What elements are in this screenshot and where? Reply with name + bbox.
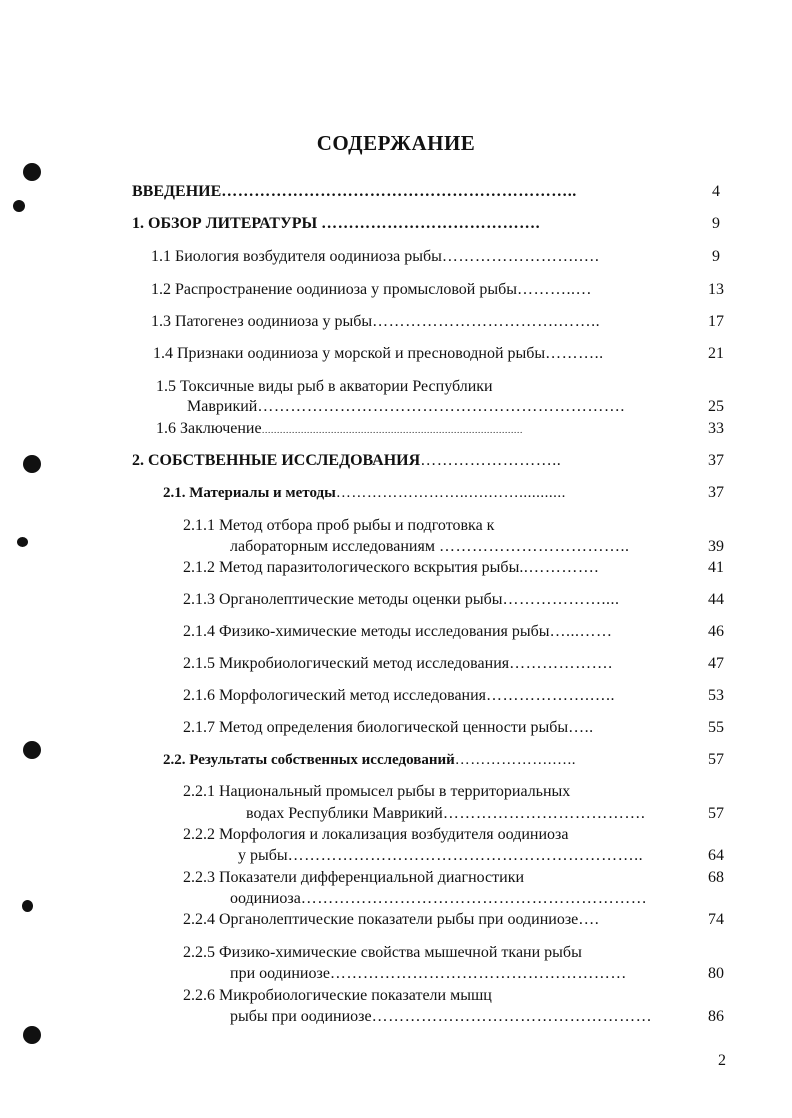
toc-entry-2-2-4 — [183, 910, 599, 930]
toc-page-number: 64 — [708, 847, 724, 864]
toc-entry-2-1-6 — [183, 686, 615, 706]
toc-page-number: 46 — [708, 623, 724, 640]
toc-entry-label: 2.2.6 Микробиологические показатели мышц — [183, 987, 492, 1004]
toc-entry-2-2-3 — [183, 868, 524, 888]
toc-entry-1-3 — [151, 312, 600, 332]
toc-leader-dots: ……………………………………………………….. — [221, 183, 577, 200]
toc-entry-2-1-1 — [183, 516, 494, 536]
toc-entry-2-1 — [163, 483, 566, 503]
toc-leader-dots: …………………………………………………………. — [257, 398, 625, 415]
toc-entry-label: ВВЕДЕНИЕ — [132, 183, 222, 200]
toc-entry-label: 1. ОБЗОР ЛИТЕРАТУРЫ — [132, 215, 322, 232]
toc-leader-dots: ..…………. — [519, 559, 599, 576]
toc-entry-2-2-6 — [183, 986, 492, 1006]
scan-speck-mark — [17, 537, 28, 547]
toc-page-number: 39 — [708, 538, 724, 555]
toc-leader-dots: ……………………………………………… — [329, 965, 627, 982]
toc-leader-dots: ……………….... — [502, 591, 620, 608]
toc-entry-label: оодиниоза — [230, 890, 301, 907]
toc-page-number: 86 — [708, 1008, 724, 1025]
toc-entry-2-1-3 — [183, 590, 620, 610]
toc-page-number: 41 — [708, 559, 724, 576]
toc-entry-2-2-1 — [183, 782, 570, 802]
toc-entry-label: 2.1.3 Органолептические методы оценки рыбы — [183, 591, 503, 608]
toc-entry-label: рыбы при оодиниозе — [230, 1008, 372, 1025]
toc-entry-label: 2. СОБСТВЕННЫЕ ИССЛЕДОВАНИЯ — [132, 452, 421, 469]
toc-page-number: 68 — [708, 869, 724, 886]
toc-leader-dots: …………………….. — [420, 452, 562, 469]
toc-entry-introduction — [132, 182, 577, 202]
toc-page-number: 55 — [708, 719, 724, 736]
toc-entry-label: 2.1.2 Метод паразитологического вскрытия рыбы — [183, 559, 520, 576]
toc-page-number: 33 — [708, 420, 724, 437]
toc-entry-label: 2.2.5 Физико-химические свойства мышечной ткани рыбы — [183, 944, 582, 961]
toc-leader-dots: …………………………….…….. — [372, 313, 601, 330]
toc-page-number: 57 — [708, 805, 724, 822]
page-number: 2 — [718, 1052, 726, 1069]
toc-page-number: 25 — [708, 398, 724, 415]
toc-page-number: 13 — [708, 281, 724, 298]
toc-entry-label: 2.1.4 Физико-химические методы исследования рыбы — [183, 623, 550, 640]
toc-entry-1-6 — [156, 419, 523, 440]
toc-leader-dots: ……………….….. — [486, 687, 616, 704]
toc-entry-2-2-6-cont — [230, 1007, 652, 1027]
toc-entry-label: при оодиниозе — [230, 965, 330, 982]
toc-entry-2-2-2 — [183, 825, 568, 845]
toc-entry-label: 2.2.1 Национальный промысел рыбы в территориальных — [183, 783, 571, 800]
toc-entry-label: 2.1.5 Микробиологический метод исследования — [183, 655, 510, 672]
toc-page-number: 80 — [708, 965, 724, 982]
toc-leader-dots: ……………….….. — [454, 752, 576, 768]
toc-leader-dots: …...…… — [549, 623, 613, 640]
toc-entry-1-5 — [156, 377, 493, 397]
toc-page-number: 21 — [708, 345, 724, 362]
toc-leader-dots: ……………………………………………………….. — [287, 847, 644, 864]
toc-entry-2-2-2-cont — [238, 846, 643, 866]
scan-speck-mark — [22, 900, 33, 912]
toc-page-number: 53 — [708, 687, 724, 704]
toc-entry-2-1-5 — [183, 654, 613, 674]
toc-entry-label: 1.5 Токсичные виды рыб в акватории Республики — [156, 378, 493, 395]
toc-leader-dots: …………………………….. — [438, 538, 630, 555]
toc-entry-label: 1.2 Распространение оодиниоза у промысловой рыбы — [151, 281, 517, 298]
toc-page-number: 44 — [708, 591, 724, 608]
toc-entry-label: водах Республики Маврикий — [246, 805, 443, 822]
toc-entry-2-2 — [163, 750, 576, 770]
toc-entry-section-2 — [132, 451, 561, 471]
toc-leader-dots: …………………………………………………………………………… — [261, 425, 523, 435]
toc-leader-dots: ……………………………………………………… — [300, 890, 648, 907]
toc-leader-dots: ……………………..….……........... — [335, 485, 566, 501]
toc-page-number: 9 — [712, 248, 720, 265]
punch-hole-mark — [23, 163, 41, 181]
toc-page-number: 4 — [712, 183, 720, 200]
toc-leader-dots: ……….. — [545, 345, 604, 362]
toc-leader-dots: ………………………………. — [442, 805, 646, 822]
toc-leader-dots: …………………….…. — [441, 248, 600, 265]
punch-hole-mark — [23, 741, 41, 759]
punch-hole-mark — [23, 455, 41, 473]
toc-entry-2-2-1-cont — [246, 804, 645, 824]
toc-entry-label: 2.1.6 Морфологический метод исследования — [183, 687, 487, 704]
toc-page-number: 47 — [708, 655, 724, 672]
toc-entry-label: 2.2.4 Органолептические показатели рыбы при оодиниозе — [183, 911, 579, 928]
toc-entry-label: 1.1 Биология возбудителя оодиниоза рыбы — [151, 248, 442, 265]
toc-leader-dots: …. — [578, 911, 600, 928]
page-title: СОДЕРЖАНИЕ — [316, 131, 476, 155]
toc-entry-label: 2.1. Материалы и методы — [163, 485, 336, 501]
toc-entry-label: 2.1.7 Метод определения биологической ценности рыбы — [183, 719, 569, 736]
toc-entry-2-2-5-cont — [230, 964, 627, 984]
toc-entry-section-1 — [132, 214, 540, 234]
punch-hole-mark — [23, 1026, 41, 1044]
toc-entry-2-1-2 — [183, 558, 599, 578]
toc-entry-2-1-1-cont — [230, 537, 629, 557]
toc-leader-dots: ….. — [568, 719, 594, 736]
toc-entry-label: 1.4 Признаки оодиниоза у морской и пресноводной рыбы — [153, 345, 546, 362]
toc-page-number: 57 — [708, 751, 724, 768]
toc-entry-2-2-5 — [183, 943, 582, 963]
toc-page-number: 17 — [708, 313, 724, 330]
toc-entry-label: 2.2.3 Показатели дифференциальной диагностики — [183, 869, 525, 886]
toc-entry-label: 2.2.2 Морфология и локализация возбудителя оодиниоза — [183, 826, 569, 843]
toc-entry-label: 1.3 Патогенез оодиниоза у рыбы — [151, 313, 373, 330]
toc-leader-dots: …………………………………………… — [371, 1008, 653, 1025]
toc-page-number: 9 — [712, 215, 720, 232]
toc-page-number: 37 — [708, 452, 724, 469]
toc-leader-dots: …………………………………. — [321, 215, 541, 232]
toc-entry-2-1-7 — [183, 718, 594, 738]
toc-page-number: 74 — [708, 911, 724, 928]
toc-entry-1-5-cont — [187, 397, 625, 417]
toc-entry-2-2-3-cont — [230, 889, 647, 909]
toc-entry-2-1-4 — [183, 622, 613, 642]
toc-entry-label: 2.2. Результаты собственных исследований — [163, 752, 455, 768]
toc-entry-label: 1.6 Заключение — [156, 420, 262, 437]
toc-entry-1-4 — [153, 344, 604, 364]
toc-leader-dots: ………………. — [509, 655, 613, 672]
toc-entry-label: 2.1.1 Метод отбора проб рыбы и подготовка к — [183, 517, 495, 534]
toc-entry-label: лабораторным исследованиям — [230, 538, 439, 555]
toc-entry-label: у рыбы — [238, 847, 288, 864]
toc-page-number: 37 — [708, 484, 724, 501]
toc-entry-label: Маврикий — [187, 398, 258, 415]
scan-speck-mark — [13, 200, 25, 212]
toc-entry-1-2 — [151, 280, 592, 300]
toc-entry-1-1 — [151, 247, 599, 267]
toc-leader-dots: ………..… — [517, 281, 592, 298]
